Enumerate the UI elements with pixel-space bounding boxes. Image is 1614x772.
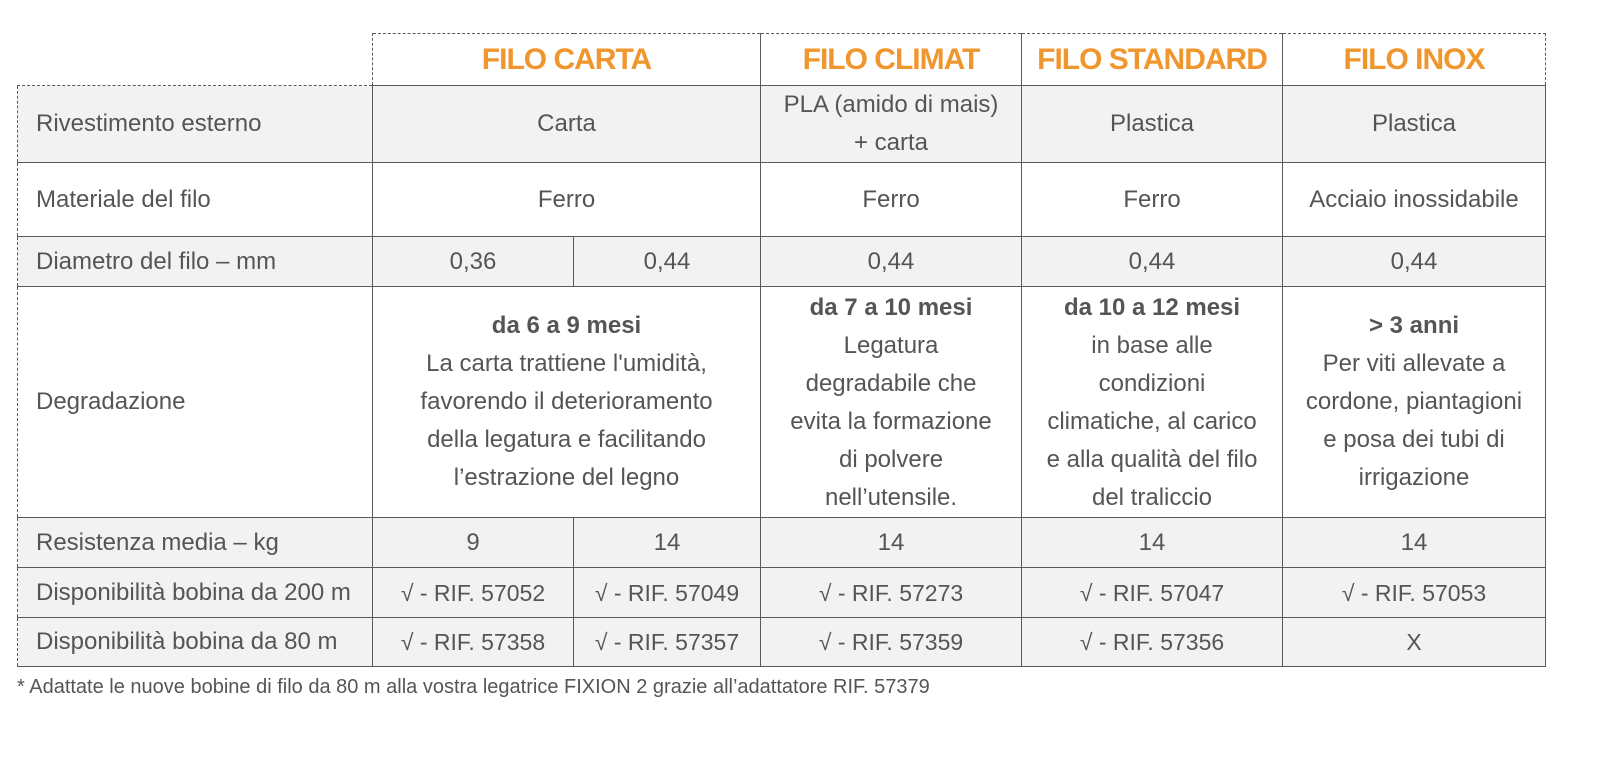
cell-bobina80-climat: √ - RIF. 57359 (761, 618, 1022, 667)
row-bobina-80 (18, 618, 1546, 667)
cell-bobina200-inox: √ - RIF. 57053 (1283, 568, 1546, 618)
deg-carta-line: della legatura e facilitando (427, 426, 706, 453)
cell-degradazione-inox (1283, 287, 1546, 518)
deg-inox-title: > 3 anni (1368, 312, 1460, 339)
col-head-filo-climat: FILO CLIMAT (761, 34, 1022, 86)
cell-diametro-standard: 0,44 (1022, 237, 1283, 287)
row-label-diametro: Diametro del filo – mm (18, 237, 373, 287)
comparison-table (17, 33, 1546, 667)
deg-climat-title: da 7 a 10 mesi (809, 294, 973, 321)
col-head-filo-standard: FILO STANDARD (1022, 34, 1283, 86)
deg-standard-line: e alla qualità del filo (1046, 446, 1258, 473)
deg-inox-line: cordone, piantagioni (1305, 388, 1523, 415)
cell-materiale-climat: Ferro (761, 163, 1022, 237)
col-head-filo-carta: FILO CARTA (373, 34, 761, 86)
cell-bobina200-standard: √ - RIF. 57047 (1022, 568, 1283, 618)
deg-climat-line: evita la formazione (790, 408, 992, 435)
cell-bobina200-carta-b: √ - RIF. 57049 (574, 568, 761, 618)
deg-standard-line: climatiche, al carico (1047, 408, 1257, 435)
row-materiale (18, 163, 1546, 237)
cell-rivestimento-climat-line1: PLA (amido di mais) (783, 91, 999, 118)
cell-bobina80-carta-b: √ - RIF. 57357 (574, 618, 761, 667)
cell-resistenza-inox: 14 (1283, 518, 1546, 568)
row-label-materiale: Materiale del filo (18, 163, 373, 237)
deg-carta-line: favorendo il deterioramento (420, 388, 713, 415)
deg-climat-line: degradabile che (805, 370, 977, 397)
cell-bobina80-standard: √ - RIF. 57356 (1022, 618, 1283, 667)
cell-rivestimento-inox: Plastica (1283, 86, 1546, 163)
cell-materiale-standard: Ferro (1022, 163, 1283, 237)
deg-standard-line: del traliccio (1091, 484, 1213, 511)
deg-carta-title: da 6 a 9 mesi (491, 312, 642, 339)
deg-inox-line: Per viti allevate a (1322, 350, 1506, 377)
row-label-resistenza: Resistenza media – kg (18, 518, 373, 568)
cell-degradazione-carta (373, 287, 761, 518)
deg-inox-line: irrigazione (1358, 464, 1470, 491)
cell-degradazione-climat (761, 287, 1022, 518)
row-rivestimento (18, 86, 1546, 163)
row-resistenza (18, 518, 1546, 568)
cell-bobina200-carta-a: √ - RIF. 57052 (373, 568, 574, 618)
cell-rivestimento-carta: Carta (373, 86, 761, 163)
cell-bobina80-carta-a: √ - RIF. 57358 (373, 618, 574, 667)
cell-degradazione-standard (1022, 287, 1283, 518)
deg-climat-line: di polvere (838, 446, 944, 473)
cell-bobina200-climat: √ - RIF. 57273 (761, 568, 1022, 618)
deg-standard-title: da 10 a 12 mesi (1063, 294, 1241, 321)
deg-standard-line: in base alle (1091, 332, 1213, 359)
footnote: * Adattate le nuove bobine di filo da 80 m alla vostra legatrice FIXION 2 grazie all’adattatore RIF. 57379 (17, 676, 930, 698)
deg-climat-line: Legatura (843, 332, 939, 359)
cell-bobina80-inox: X (1283, 618, 1546, 667)
deg-carta-line: La carta trattiene l'umidità, (426, 350, 707, 377)
row-bobina-200 (18, 568, 1546, 618)
cell-diametro-inox: 0,44 (1283, 237, 1546, 287)
cell-diametro-carta-b: 0,44 (574, 237, 761, 287)
cell-resistenza-climat: 14 (761, 518, 1022, 568)
deg-climat-line: nell’utensile. (824, 484, 958, 511)
row-degradazione (18, 287, 1546, 518)
cell-materiale-inox: Acciaio inossidabile (1283, 163, 1546, 237)
header-blank-cell (18, 34, 373, 86)
cell-diametro-carta-a: 0,36 (373, 237, 574, 287)
row-label-bobina-80: Disponibilità bobina da 80 m (18, 618, 373, 667)
row-label-bobina-200: Disponibilità bobina da 200 m (18, 568, 373, 618)
cell-resistenza-carta-a: 9 (373, 518, 574, 568)
cell-resistenza-standard: 14 (1022, 518, 1283, 568)
row-label-degradazione: Degradazione (18, 287, 373, 518)
col-head-filo-inox: FILO INOX (1283, 34, 1546, 86)
row-label-rivestimento: Rivestimento esterno (18, 86, 373, 163)
cell-materiale-carta: Ferro (373, 163, 761, 237)
cell-rivestimento-climat (761, 86, 1022, 163)
cell-resistenza-carta-b: 14 (574, 518, 761, 568)
deg-inox-line: e posa dei tubi di (1323, 426, 1505, 453)
cell-rivestimento-climat-line2: + carta (853, 129, 929, 156)
header-row (18, 34, 1546, 86)
row-diametro (18, 237, 1546, 287)
deg-carta-line: l’estrazione del legno (453, 464, 680, 491)
cell-diametro-climat: 0,44 (761, 237, 1022, 287)
deg-standard-line: condizioni (1098, 370, 1206, 397)
cell-rivestimento-standard: Plastica (1022, 86, 1283, 163)
